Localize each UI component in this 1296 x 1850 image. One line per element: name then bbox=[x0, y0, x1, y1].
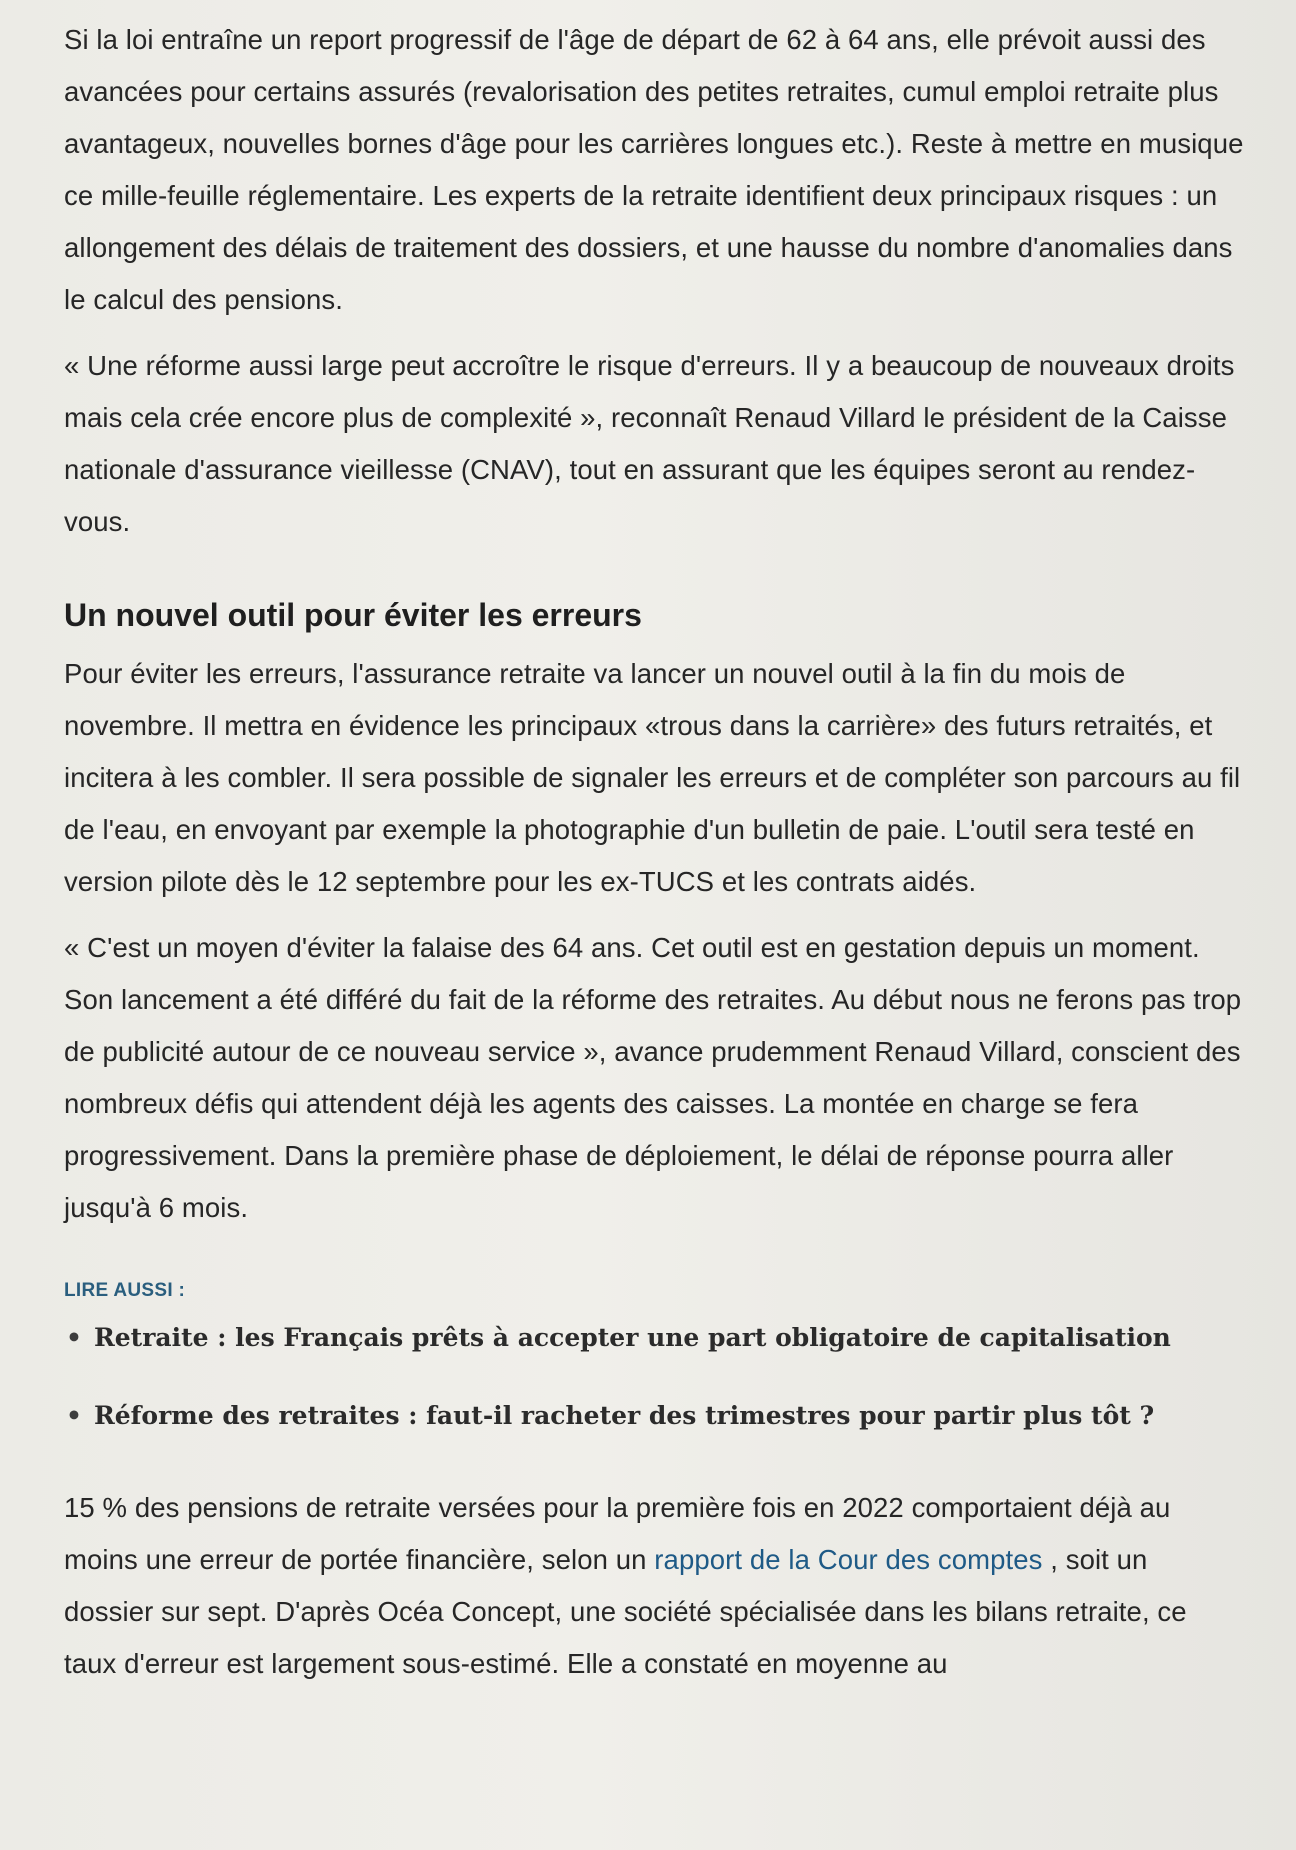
related-article-link[interactable] bbox=[66, 1400, 1244, 1432]
article-paragraph bbox=[64, 1482, 1244, 1690]
article-paragraph: « Une réforme aussi large peut accroître le risque d'erreurs. Il y a beaucoup de nouveaux droits mais cela crée encore plus de complexité », reconnaît Renaud Villard le président de la Caisse nationale d'assurance vieillesse (CNAV), tout en assurant que les équipes seront au rendez-vous. bbox=[64, 350, 1235, 537]
related-articles-label: LIRE AUSSI : bbox=[64, 1280, 186, 1301]
related-article-link[interactable] bbox=[66, 1322, 1244, 1354]
article-paragraph: Si la loi entraîne un report progressif de l'âge de départ de 62 à 64 ans, elle prévoit aussi des avancées pour certains assurés (revalorisation des petites retraites, cumul emploi retraite plus avantageux, nouvelles bornes d'âge pour les carrières longues etc.). Reste à mettre en musique ce mille-feuille réglementaire. Les experts de la retraite identifient deux principaux risques : un allongement des délais de traitement des dossiers, et une hausse du nombre d'anomalies dans le calcul des pensions. bbox=[64, 24, 1244, 315]
cour-des-comptes-report-link[interactable]: rapport de la Cour des comptes bbox=[654, 1544, 1043, 1575]
related-articles-list bbox=[64, 1322, 1244, 1432]
paragraph-text: , soit un dossier sur sept. D'après Océa Concept, une société spécialisée dans les bilans retraite, ce taux d'erreur est largement sous-estimé. Elle a constaté en moyenne au bbox=[64, 1544, 1187, 1679]
article-body bbox=[64, 14, 1244, 1690]
related-article-title: Réforme des retraites : faut-il racheter des trimestres pour partir plus tôt ? bbox=[94, 1401, 1155, 1430]
bullet-icon: • bbox=[66, 1401, 82, 1430]
related-article-title: Retraite : les Français prêts à accepter une part obligatoire de capitalisation bbox=[94, 1323, 1171, 1352]
paragraph-text: 15 % des pensions de retraite versées pour la première fois en 2022 comportaient déjà au moins une erreur de portée financière, selon un bbox=[64, 1492, 1171, 1575]
section-heading: Un nouvel outil pour éviter les erreurs bbox=[64, 597, 642, 633]
related-articles bbox=[64, 1278, 1244, 1432]
article-paragraph: « C'est un moyen d'éviter la falaise des 64 ans. Cet outil est en gestation depuis un moment. Son lancement a été différé du fait de la réforme des retraites. Au début nous ne ferons pas trop de publicité autour de ce nouveau service », avance prudemment Renaud Villard, conscient des nombreux défis qui attendent déjà les agents des caisses. La montée en charge se fera progressivement. Dans la première phase de déploiement, le délai de réponse pourra aller jusqu'à 6 mois. bbox=[64, 932, 1242, 1223]
article-paragraph: Pour éviter les erreurs, l'assurance retraite va lancer un nouvel outil à la fin du mois de novembre. Il mettra en évidence les principaux «trous dans la carrière» des futurs retraités, et incitera à les combler. Il sera possible de signaler les erreurs et de compléter son parcours au fil de l'eau, en envoyant par exemple la photographie d'un bulletin de paie. L'outil sera testé en version pilote dès le 12 septembre pour les ex-TUCS et les contrats aidés. bbox=[64, 658, 1241, 897]
bullet-icon: • bbox=[66, 1323, 82, 1352]
